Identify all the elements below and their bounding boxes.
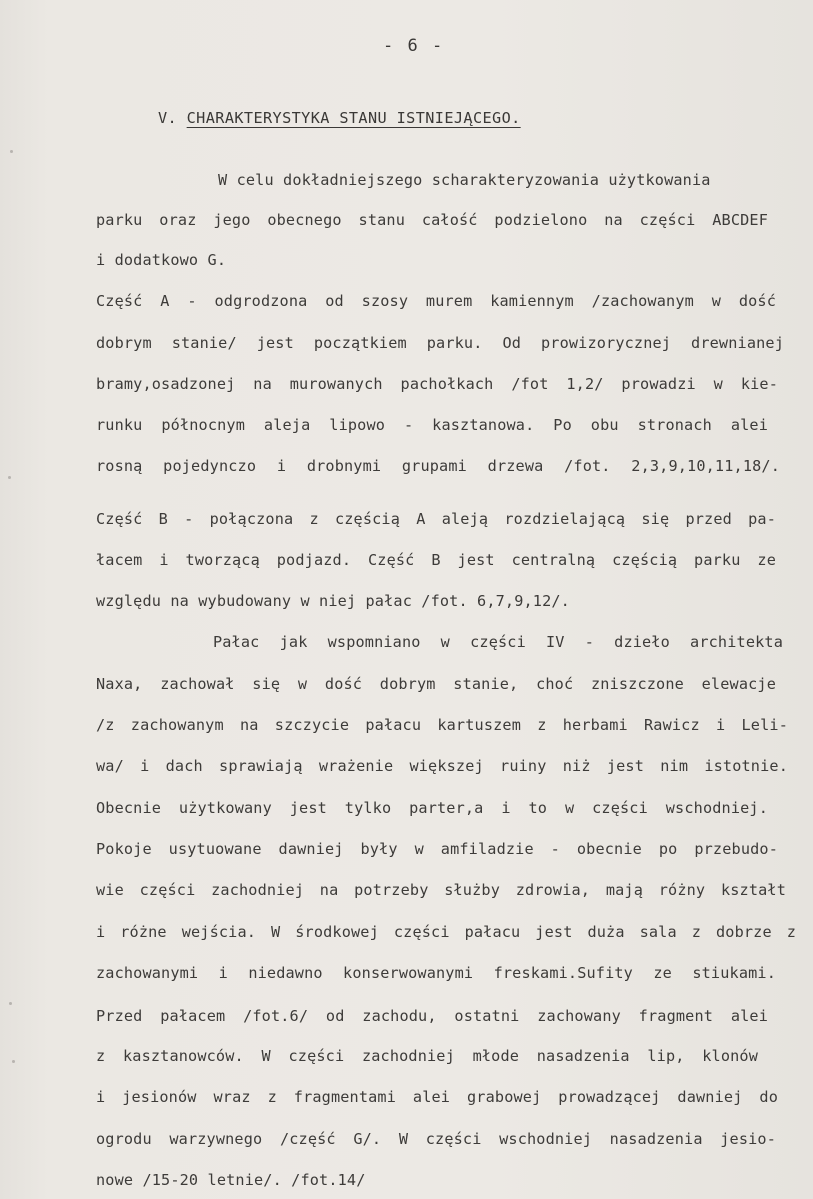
paper-speck (12, 1060, 15, 1063)
section-numeral: V. (158, 109, 178, 127)
text-line: nowe /15-20 letnie/. /fot.14/ (96, 1171, 366, 1189)
text-line: z kasztanowców. W części zachodniej młode nasadzenia lip, klonów (96, 1047, 758, 1065)
page-number: - 6 - (383, 36, 445, 56)
text-line: Pokoje usytuowane dawniej były w amfiladzie - obecnie po przebudo- (96, 840, 778, 858)
paper-speck (9, 1002, 12, 1005)
text-line: bramy,osadzonej na murowanych pachołkach /fot 1,2/ prowadzi w kie- (96, 375, 778, 393)
text-line: wa/ i dach sprawiają wrażenie większej ruiny niż jest nim istotnie. (96, 757, 788, 775)
text-line: rosną pojedynczo i drobnymi grupami drzewa /fot. 2,3,9,10,11,18/. (96, 457, 780, 475)
text-line: Część B - połączona z częścią A aleją rozdzielającą się przed pa- (96, 510, 776, 528)
text-line: dobrym stanie/ jest początkiem parku. Od prowizorycznej drewnianej (96, 334, 784, 352)
text-line: Przed pałacem /fot.6/ od zachodu, ostatni zachowany fragment alei (96, 1007, 768, 1025)
paper-speck (10, 150, 13, 153)
section-title: CHARAKTERYSTYKA STANU ISTNIEJĄCEGO. (186, 109, 521, 127)
text-line: Naxa, zachował się w dość dobrym stanie, choć zniszczone elewacje (96, 675, 776, 693)
text-line: Obecnie użytkowany jest tylko parter,a i to w części wschodniej. (96, 799, 768, 817)
text-line: łacem i tworzącą podjazd. Część B jest centralną częścią parku ze (96, 551, 776, 569)
text-line: ogrodu warzywnego /część G/. W części wschodniej nasadzenia jesio- (96, 1130, 776, 1148)
text-line: /z zachowanym na szczycie pałacu kartuszem z herbami Rawicz i Leli- (96, 716, 788, 734)
text-line: Pałac jak wspomniano w części IV - dzieło architekta (213, 633, 783, 651)
text-line: parku oraz jego obecnego stanu całość podzielono na części ABCDEF (96, 211, 768, 229)
section-heading (158, 109, 521, 127)
paper-speck (8, 476, 11, 479)
text-line: runku północnym aleja lipowo - kasztanowa. Po obu stronach alei (96, 416, 768, 434)
text-line: i dodatkowo G. (96, 251, 227, 269)
text-line: Część A - odgrodzona od szosy murem kamiennym /zachowanym w dość (96, 292, 776, 310)
text-line: i różne wejścia. W środkowej części pałacu jest duża sala z dobrze z (96, 923, 796, 941)
text-line: W celu dokładniejszego scharakteryzowania użytkowania (218, 171, 711, 189)
text-line: zachowanymi i niedawno konserwowanymi freskami.Sufity ze stiukami. (96, 964, 776, 982)
text-line: względu na wybudowany w niej pałac /fot. 6,7,9,12/. (96, 592, 570, 610)
text-line: i jesionów wraz z fragmentami alei grabowej prowadzącej dawniej do (96, 1088, 778, 1106)
text-line: wie części zachodniej na potrzeby służby zdrowia, mają różny kształt (96, 881, 786, 899)
